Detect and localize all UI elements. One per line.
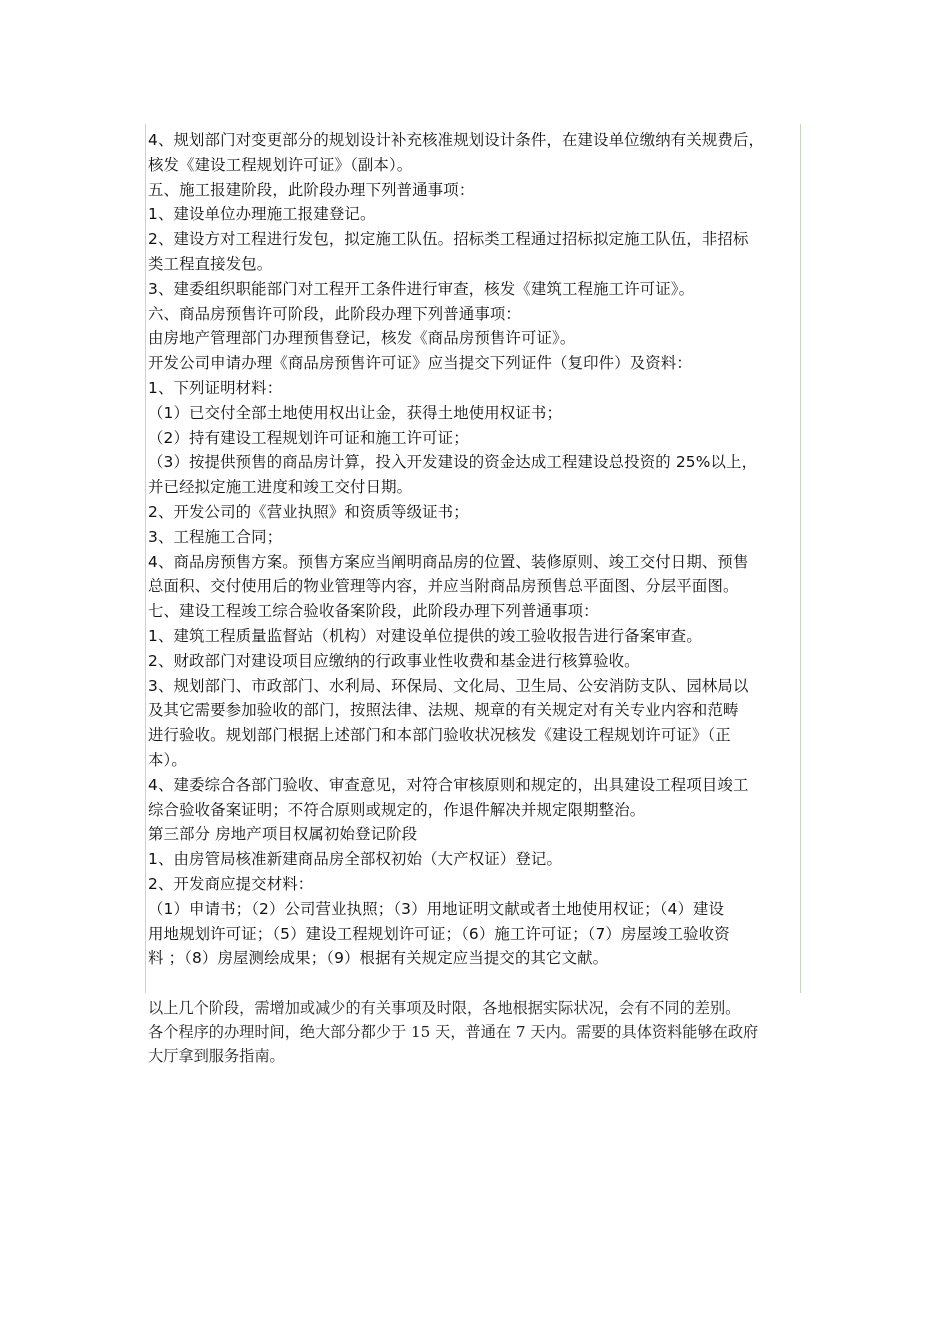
text-line: 3、工程施工合同； — [148, 527, 283, 546]
text-line: 2、财政部门对建设项目应缴纳的行政事业性收费和基金进行核算验收。 — [148, 651, 640, 670]
text-line: 及其它需要参加验收的部门，按照法律、法规、规章的有关规定对有关专业内容和范畴 — [148, 701, 739, 720]
procedure-text-block — [148, 128, 800, 971]
text-line: 1、由房管局核准新建商品房全部权初始（大产权证）登记。 — [148, 850, 562, 869]
text-line: 大厅拿到服务指南。 — [148, 1047, 285, 1065]
text-line: 4、建委综合各部门验收、审查意见，对符合审核原则和规定的，出具建设工程项目竣工 — [148, 775, 749, 794]
text-line: 开发公司申请办理《商品房预售许可证》应当提交下列证件（复印件）及资料： — [148, 354, 692, 373]
text-line: 2、开发公司的《营业执照》和资质等级证书； — [148, 502, 469, 521]
text-line: 用地规划许可证；（5）建设工程规划许可证；（6）施工许可证；（7）房屋竣工验收资 — [148, 924, 730, 943]
text-line: 总面积、交付使用后的物业管理等内容，并应当附商品房预售总平面图、分层平面图。 — [148, 577, 739, 596]
text-line: （3）按提供预售的商品房计算，投入开发建设的资金达成工程建设总投资的 25%以上， — [148, 453, 758, 472]
text-line: 1、建设单位办理施工报建登记。 — [148, 205, 376, 224]
text-line: 类工程直接发包。 — [148, 254, 273, 273]
text-line: 3、建委组织职能部门对工程开工条件进行审查，核发《建筑工程施工许可证》。 — [148, 279, 695, 298]
text-line: 2、建设方对工程进行发包，拟定施工队伍。招标类工程通过招标拟定施工队伍，非招标 — [148, 230, 749, 249]
text-line: 六、商品房预售许可阶段，此阶段办理下列普通事项： — [148, 304, 521, 323]
text-line: （1）申请书；（2）公司营业执照；（3）用地证明文献或者土地使用权证；（4）建设 — [148, 899, 725, 918]
text-line: 2、开发商应提交材料： — [148, 874, 314, 893]
text-line: 1、建筑工程质量监督站（机构）对建设单位提供的竣工验收报告进行备案审查。 — [148, 626, 702, 645]
text-line: 3、规划部门、市政部门、水利局、环保局、文化局、卫生局、公安消防支队、园林局以 — [148, 676, 749, 695]
text-line: 核发《建设工程规划许可证》（副本）。 — [148, 155, 413, 174]
text-line: 1、下列证明材料： — [148, 378, 283, 397]
text-line: 七、建设工程竣工综合验收备案阶段，此阶段办理下列普通事项： — [148, 602, 599, 621]
text-line: 4、商品房预售方案。预售方案应当阐明商品房的位置、装修原则、竣工交付日期、预售 — [148, 552, 749, 571]
text-line: 以上几个阶段，需增加或减少的有关事项及时限，各地根据实际状况，会有不同的差别。 — [148, 999, 741, 1017]
text-line: 4、规划部门对变更部分的规划设计补充核准规划设计条件，在建设单位缴纳有关规费后， — [148, 131, 765, 149]
text-line: 进行验收。规划部门根据上述部门和本部门验收状况核发《建设工程规划许可证》（正 — [148, 726, 731, 745]
text-line: 并已经拟定施工进度和竣工交付日期。 — [148, 478, 413, 497]
summary-paragraph — [148, 996, 808, 1068]
text-line: 综合验收备案证明；不符合原则或规定的，作退件解决并规定限期整治。 — [148, 800, 646, 819]
text-line: （1）已交付全部土地使用权出让金，获得土地使用权证书； — [148, 403, 562, 422]
text-line: 各个程序的办理时间，绝大部分都少于 15 天，普通在 7 天内。需要的具体资料能够在政府 — [148, 1023, 759, 1041]
text-line: 由房地产管理部门办理预售登记，核发《商品房预售许可证》。 — [148, 329, 576, 348]
text-line: 本）。 — [148, 750, 187, 769]
text-line: 第三部分 房地产项目权属初始登记阶段 — [148, 825, 418, 844]
text-line: （2）持有建设工程规划许可证和施工许可证； — [148, 428, 469, 447]
text-line: 五、施工报建阶段，此阶段办理下列普通事项： — [148, 180, 475, 199]
text-line: 料 ；（8）房屋测绘成果；（9）根据有关规定应当提交的其它文献。 — [148, 949, 609, 968]
